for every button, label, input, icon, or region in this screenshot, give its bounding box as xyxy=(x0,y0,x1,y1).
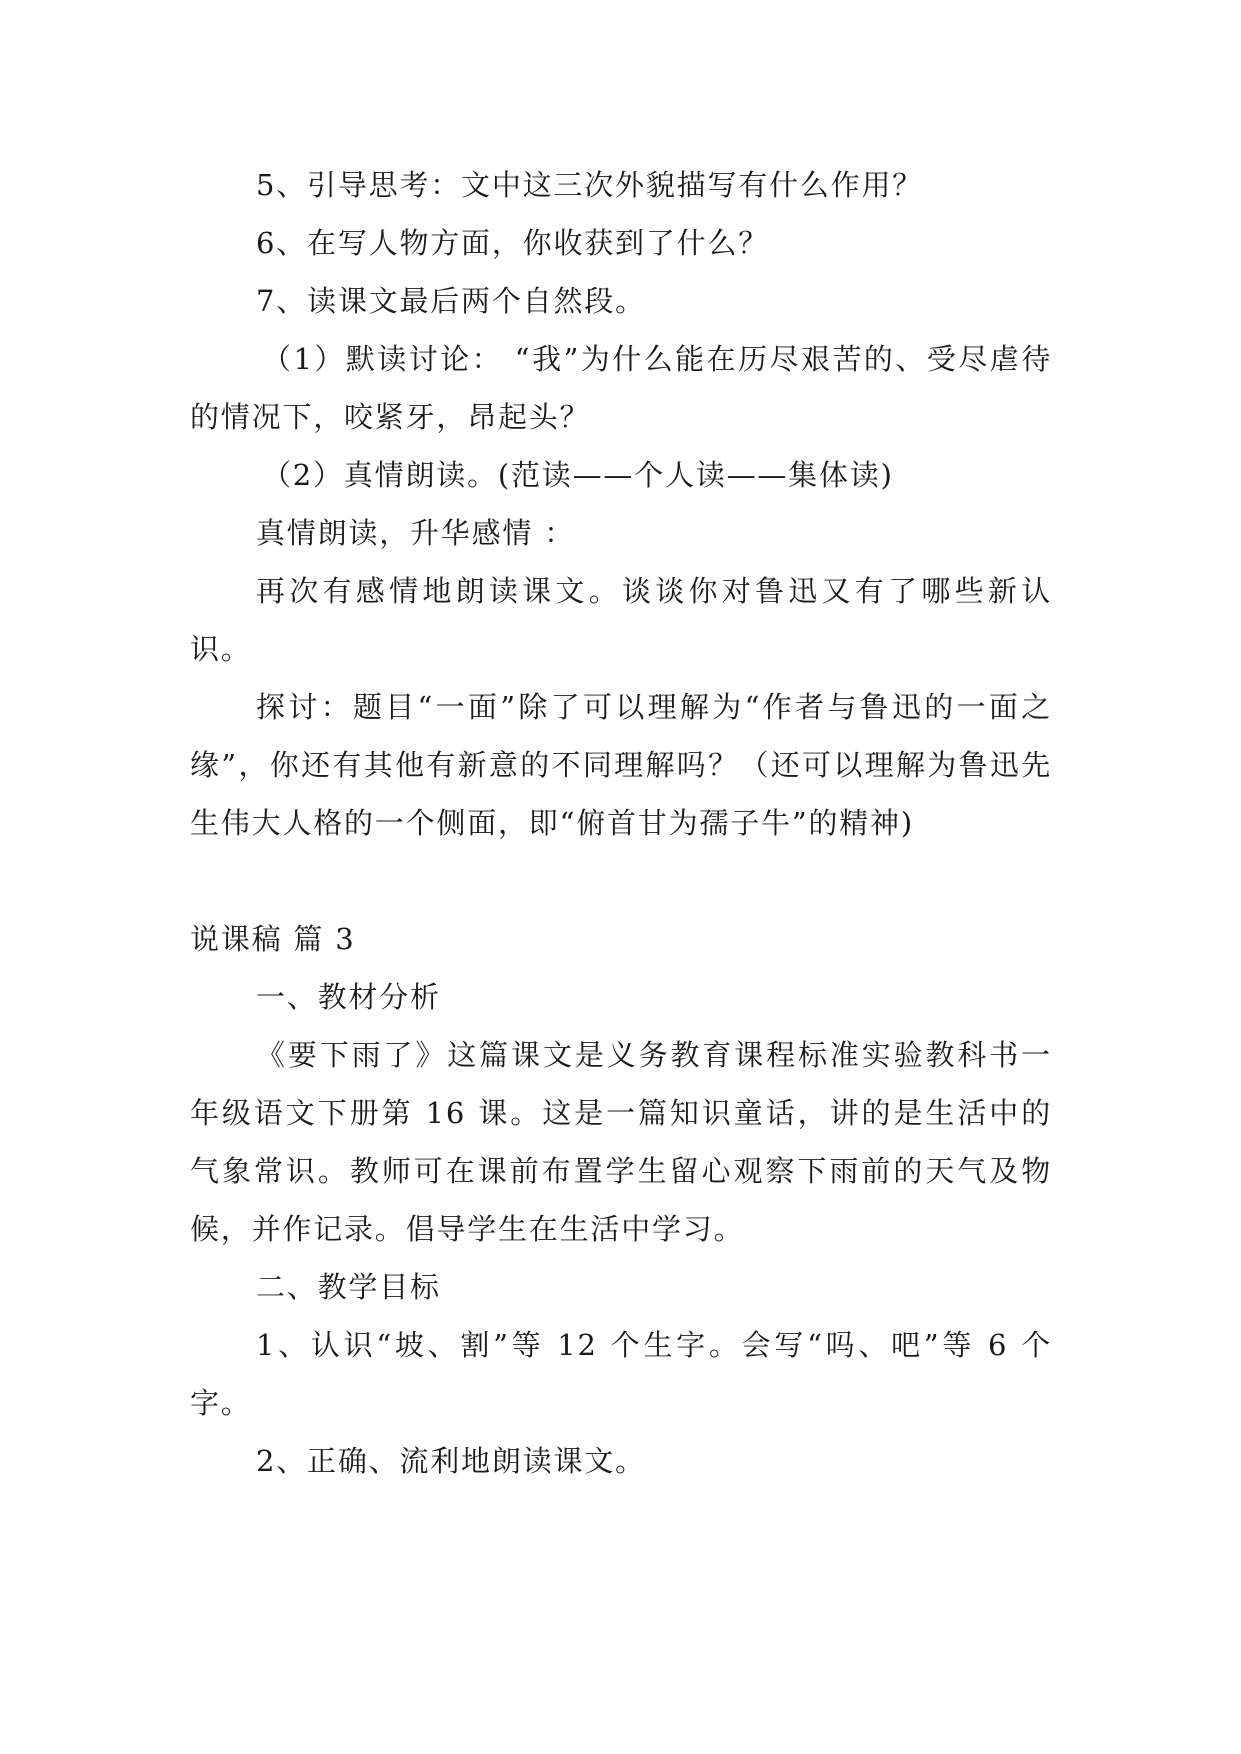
paragraph-step-7-2: （2）真情朗读。(范读——个人读——集体读) xyxy=(262,458,894,492)
paragraph-step-6: 6、在写人物方面，你收获到了什么？ xyxy=(256,226,770,260)
document-body xyxy=(190,156,1052,1490)
paragraph-step-7-1: （1）默读讨论： “我”为什么能在历尽艰苦的、受尽虐待的情况下，咬紧牙，昂起头？ xyxy=(190,342,1052,434)
paragraph-goal-1: 1、认识“坡、割”等 12 个生字。会写“吗、吧”等 6 个字。 xyxy=(190,1328,1052,1420)
paragraph-textbook-analysis: 《要下雨了》这篇课文是义务教育课程标准实验教科书一年级语文下册第 16 课。这是一篇知识童话，讲的是生活中的气象常识。教师可在课前布置学生留心观察下雨前的天气及物候，并作记录。倡导学生在生活中学习。 xyxy=(190,1038,1052,1246)
section-title: 说课稿 篇 3 xyxy=(190,922,356,956)
paragraph-goal-2: 2、正确、流利地朗读课文。 xyxy=(256,1444,646,1478)
section-gap xyxy=(190,852,1052,910)
paragraph-heading-reading: 真情朗读，升华感情 ： xyxy=(256,516,576,550)
heading-teaching-goals: 二、教学目标 xyxy=(256,1270,441,1304)
paragraph-discussion: 探讨：题目“一面”除了可以理解为“作者与鲁迅的一面之缘”，你还有其他有新意的不同理解吗？（还可以理解为鲁迅先生伟大人格的一个侧面，即“俯首甘为孺子牛”的精神) xyxy=(190,690,1052,840)
paragraph-reread: 再次有感情地朗读课文。谈谈你对鲁迅又有了哪些新认识。 xyxy=(190,574,1052,666)
paragraph-step-7: 7、读课文最后两个自然段。 xyxy=(256,284,646,318)
heading-textbook-analysis: 一、教材分析 xyxy=(256,980,441,1014)
paragraph-step-5: 5、引导思考：文中这三次外貌描写有什么作用？ xyxy=(256,168,924,202)
